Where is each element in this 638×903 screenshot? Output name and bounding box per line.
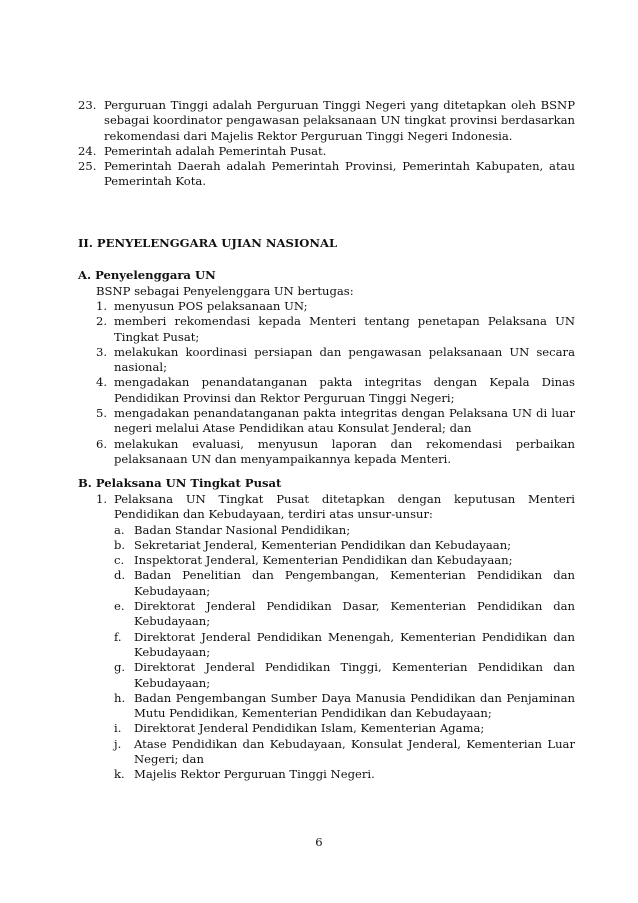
item-number: 1. (96, 299, 108, 313)
item-letter: f. (114, 629, 122, 644)
item-number: 25. (78, 159, 97, 174)
item-text: Direktorat Jenderal Pendidikan Tinggi, Kementerian Pendidikan dan Kebudayaan; (134, 660, 575, 690)
item-letter: j. (114, 736, 122, 751)
section-heading: II. PENYELENGGARA UJIAN NASIONAL (78, 236, 338, 250)
list-item (96, 375, 575, 406)
item-text: melakukan koordinasi persiapan dan pengawasan pelaksanaan UN secara nasional; (114, 344, 575, 375)
item-text: Atase Pendidikan dan Kebudayaan, Konsulat Jenderal, Kementerian Luar Negeri; dan (134, 736, 575, 767)
item-text: Pemerintah adalah Pemerintah Pusat. (104, 143, 327, 158)
subsection-b-list (0, 492, 638, 783)
item-number: 6. (96, 436, 108, 451)
item-number: 2. (96, 314, 108, 329)
item-letter: e. (114, 599, 125, 614)
item-text: Perguruan Tinggi adalah Perguruan Tinggi Negeri yang ditetapkan oleh BSNP sebagai koordinator pengawasan pelaksanaan UN tingkat provinsi berdasarkan rekomendasi dari Majelis Rektor Perguruan Tinggi Negeri Indonesia. (104, 98, 575, 143)
item-text: Majelis Rektor Perguruan Tinggi Negeri. (134, 767, 375, 782)
list-item (114, 660, 575, 691)
item-letter: d. (114, 568, 126, 583)
list-item (78, 159, 575, 190)
list-item (96, 437, 575, 468)
item-number: 3. (96, 344, 108, 359)
item-letter: a. (114, 522, 125, 537)
list-item (114, 691, 575, 722)
definitions-list (0, 98, 638, 190)
list-item (114, 767, 575, 782)
item-letter: k. (114, 767, 125, 782)
item-text: Direktorat Jenderal Pendidikan Islam, Kementerian Agama; (134, 721, 485, 736)
list-item (114, 553, 575, 568)
page-number: 6 (315, 835, 323, 849)
list-item (78, 144, 575, 159)
item-text: Pelaksana UN Tingkat Pusat ditetapkan dengan keputusan Menteri Pendidikan dan Kebudayaan, terdiri atas unsur-unsur: (114, 492, 575, 522)
item-letter: h. (114, 690, 126, 705)
item-text: Badan Standar Nasional Pendidikan; (134, 522, 351, 537)
subsection-a-heading: A. Penyelenggara UN (78, 268, 216, 282)
list-item (78, 98, 575, 144)
item-text: memberi rekomendasi kepada Menteri tentang penetapan Pelaksana UN Tingkat Pusat; (114, 314, 575, 344)
item-text: Badan Penelitian dan Pengembangan, Kementerian Pendidikan dan Kebudayaan; (134, 568, 575, 598)
list-item (114, 568, 575, 599)
list-item (114, 630, 575, 661)
list-item (114, 523, 575, 538)
subsection-a-list (0, 299, 638, 467)
item-number: 4. (96, 375, 108, 390)
list-item (114, 599, 575, 630)
item-number: 5. (96, 406, 108, 421)
item-text: menyusun POS pelaksanaan UN; (114, 299, 308, 313)
item-text: Inspektorat Jenderal, Kementerian Pendidikan dan Kebudayaan; (134, 553, 513, 568)
item-text: Direktorat Jenderal Pendidikan Menengah, Kementerian Pendidikan dan Kebudayaan; (134, 629, 575, 659)
item-number: 24. (78, 143, 97, 158)
item-number: 23. (78, 98, 97, 112)
item-text: melakukan evaluasi, menyusun laporan dan rekomendasi perbaikan pelaksanaan UN dan menyampaikannya kepada Menteri. (114, 436, 575, 466)
sublist (0, 523, 638, 783)
list-item (96, 299, 575, 314)
list-item (114, 538, 575, 553)
item-text: mengadakan penandatanganan pakta integritas dengan Kepala Dinas Pendidikan Provinsi dan Rektor Perguruan Tinggi Negeri; (114, 375, 575, 405)
list-item (114, 721, 575, 736)
item-letter: b. (114, 537, 126, 552)
item-text: Pemerintah Daerah adalah Pemerintah Provinsi, Pemerintah Kabupaten, atau Pemerintah Kota. (104, 159, 575, 189)
item-number: 1. (96, 492, 108, 506)
item-letter: g. (114, 660, 126, 675)
item-text: mengadakan penandatanganan pakta integritas dengan Pelaksana UN di luar negeri melalui Atase Pendidikan atau Konsulat Jenderal; dan (114, 406, 575, 436)
list-item (96, 345, 575, 376)
item-text: Sekretariat Jenderal, Kementerian Pendidikan dan Kebudayaan; (134, 537, 512, 552)
item-text: Direktorat Jenderal Pendidikan Dasar, Kementerian Pendidikan dan Kebudayaan; (134, 599, 575, 629)
list-item (96, 492, 575, 523)
list-item (96, 314, 575, 345)
list-item (114, 737, 575, 768)
item-letter: i. (114, 721, 122, 736)
subsection-b-heading: B. Pelaksana UN Tingkat Pusat (78, 476, 282, 490)
item-text: Badan Pengembangan Sumber Daya Manusia Pendidikan dan Penjaminan Mutu Pendidikan, Kementerian Pendidikan dan Kebudayaan; (134, 690, 575, 721)
list-item (96, 406, 575, 437)
item-letter: c. (114, 553, 125, 568)
subsection-a-intro: BSNP sebagai Penyelenggara UN bertugas: (96, 284, 354, 298)
